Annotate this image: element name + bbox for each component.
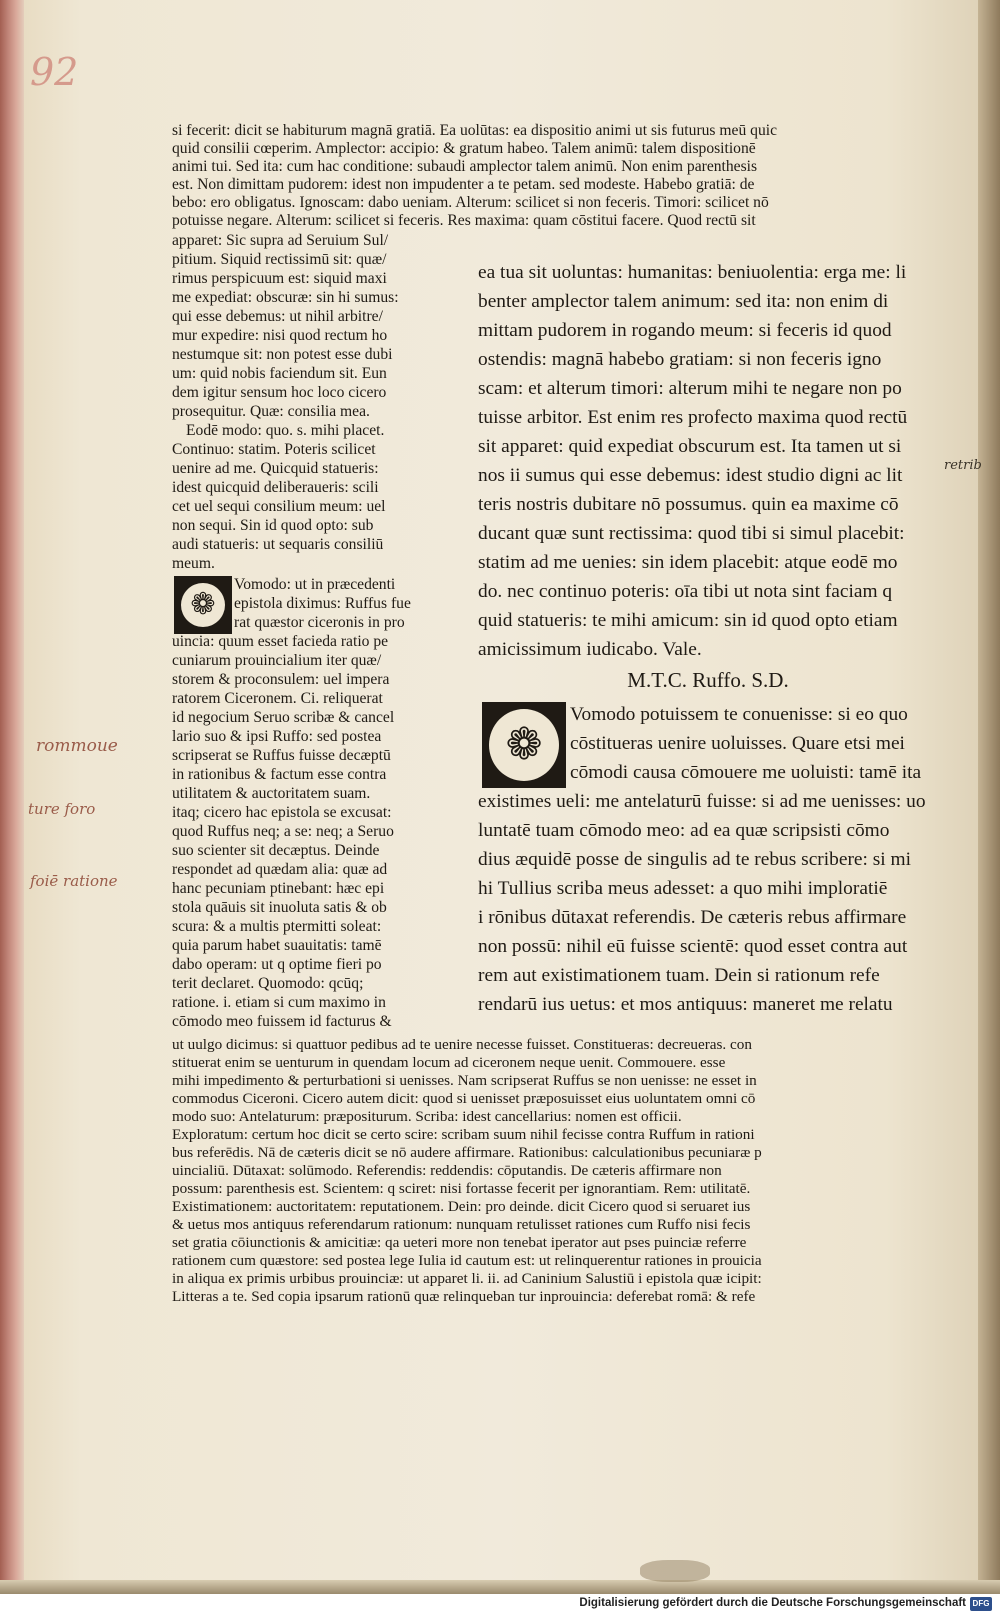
text-line: statim ad me uenies: sin idem placebit: atque eodē mo: [478, 552, 898, 573]
text-line: hi Tullius scriba meus adesset: a quo mihi imploratiē: [478, 878, 888, 899]
text-line: mittam pudorem in rogando meum: si feceris id quod: [478, 320, 892, 341]
text-line: quod Ruffus neq; a se: neq; a Seruo: [172, 823, 394, 840]
marginal-annotation: retrib: [944, 458, 982, 473]
text-line: in aliqua ex primis urbibus prouinciæ: ut apparet li. ii. ad Caninium Salustiū i epistola quæ icipit:: [172, 1270, 762, 1287]
text-line: uenire ad me. Quicquid statueris:: [172, 460, 379, 477]
page-right-edge: [978, 0, 1000, 1590]
text-line: set gratia cōiunctionis & amicitiæ: qa ueteri more non tenebat iperator aut pses puinciæ referre: [172, 1234, 747, 1251]
text-line: ea tua sit uoluntas: humanitas: beniuolentia: erga me: li: [478, 262, 907, 283]
text-line: possum: parenthesis est. Scientem: q sciret: nisi fortasse fecerit per ignorantiam. Rem: utilitatē.: [172, 1180, 751, 1197]
text-line: um: quid nobis faciendum sit. Eun: [172, 365, 387, 382]
text-line: Litteras a te. Sed copia ipsarum rationū quæ relinqueban tur inprouincia: deferebat romā: & refe: [172, 1288, 756, 1305]
text-line: dius æquidē posse de singulis ad te rebus scribere: si mi: [478, 849, 911, 870]
text-line: suo scienter sit decæptus. Deinde: [172, 842, 380, 859]
text-line: Existimationem: auctoritatem: reputationem. Dein: pro deinde. dicit Cicero quod si seruaret ius: [172, 1198, 751, 1215]
text-line: lario suo & ipsi Ruffo: sed postea: [172, 728, 382, 745]
text-line: bebo: ero obligatus. Ignoscam: dabo ueniam. Alterum: scilicet si non feceris. Timori: scilicet nō: [172, 194, 769, 211]
paper-stain: [640, 1560, 710, 1582]
text-line: Eodē modo: quo. s. mihi placet.: [186, 422, 385, 439]
text-line: storem & proconsulem: uel impera: [172, 671, 390, 688]
decorated-initial-q-right: [482, 702, 566, 788]
text-line: Continuo: statim. Poteris scilicet: [172, 441, 376, 458]
text-line: benter amplector talem animum: sed ita: non enim di: [478, 291, 889, 312]
text-line: quid statueris: te mihi amicum: sin id quod opto etiam: [478, 610, 898, 631]
text-line: ratione. i. etiam si cum maximo in: [172, 994, 386, 1011]
text-line: animi tui. Sed ita: cum hac conditione: subaudi amplector talem animū. Non enim parenthesis: [172, 158, 758, 175]
text-line: si fecerit: dicit se habiturum magnā gratiā. Ea uolūtas: ea dispositio animi ut sis futurus meū quic: [172, 122, 777, 139]
text-line: amicissimum iudicabo. Vale.: [478, 639, 702, 660]
text-line: cet uel sequi consilium meum: uel: [172, 498, 386, 515]
text-line: i rōnibus dūtaxat referendis. De cæteris rebus affirmare: [478, 907, 907, 928]
text-line: utilitatem & auctoritatem suam.: [172, 785, 371, 802]
text-line: est. Non dimittam pudorem: idest non impudenter a te petam. sed modeste. Habebo gratiā: de: [172, 176, 755, 193]
decorated-initial-q-left: [174, 576, 232, 634]
text-line: rimus perspicuum est: siquid maxi: [172, 270, 387, 287]
marginal-annotation: foiē ratione: [30, 872, 118, 890]
text-line: in rationibus & factum esse contra: [172, 766, 387, 783]
text-line: rem aut existimationem tuam. Dein si rationum refe: [478, 965, 880, 986]
text-line: me expediat: obscuræ: sin hi sumus:: [172, 289, 399, 306]
text-line: Vomodo: ut in præcedenti: [234, 576, 396, 593]
text-line: ostendis: magnā habebo gratiam: si non feceris igno: [478, 349, 882, 370]
text-line: mihi impedimento & perturbationi si uenisses. Nam scripserat Ruffus se non uenisse: ne esset in: [172, 1072, 757, 1089]
text-line: cōmodo meo fuissem id facturus &: [172, 1013, 392, 1030]
text-line: ducant quæ sunt rectissima: quod tibi si simul placebit:: [478, 523, 905, 544]
text-line: commodus Ciceroni. Cicero autem dicit: quod si uenisset præposuisset eius uoluntatem omni cō: [172, 1090, 756, 1107]
text-line: do. nec continuo poteris: oīa tibi ut nota sint faciam q: [478, 581, 893, 602]
text-line: terit declaret. Quomodo: qcūq;: [172, 975, 364, 992]
marginal-annotation: ture foro: [28, 800, 96, 818]
text-line: potuisse negare. Alterum: scilicet si feceris. Res maxima: quam cōstitui facere. Quod rectū sit: [172, 212, 756, 229]
footer-credit: Digitalisierung gefördert durch die Deutsche Forschungsgemeinschaft: [579, 1597, 966, 1609]
text-line: qui esse debemus: ut nihil arbitre/: [172, 308, 383, 325]
text-line: teris nostris dubitare nō possumus. quin ea maxime cō: [478, 494, 899, 515]
text-line: dem igitur sensum hoc loco cicero: [172, 384, 387, 401]
text-line: cuniarum prouincialium iter quæ/: [172, 652, 382, 669]
text-line: ut uulgo dicimus: si quattuor pedibus ad te uenire necesse fuisset. Constitueras: decreueras. con: [172, 1036, 752, 1053]
text-line: epistola diximus: Ruffus fue: [234, 595, 411, 612]
text-line: apparet: Sic supra ad Seruium Sul/: [172, 232, 389, 249]
text-line: scripserat se Ruffus fuisse decæptū: [172, 747, 391, 764]
text-line: mur expedire: nisi quod rectum ho: [172, 327, 388, 344]
text-line: & uetus mos antiquus referendarum rationum: nunquam retulisset rationes cum Ruffo nisi fecis: [172, 1216, 751, 1233]
text-line: Exploratum: certum hoc dicit se certo scire: scribam suum nihil fecisse contra Ruffum in rationi: [172, 1126, 755, 1143]
rosette-ornament-icon: ❁: [190, 588, 216, 621]
text-line: bus referēdis. Nā de cæteris dicit se nō audere affirmare. Rationibus: calculationibus pecuniaræ p: [172, 1144, 762, 1161]
letter-heading: M.T.C. Ruffo. S.D.: [627, 668, 789, 692]
text-line: quid consilii cœperim. Amplector: accipio: & gratum habeo. Talem animū: talem dispositionē: [172, 140, 756, 157]
book-spine-edge: [0, 0, 26, 1615]
rosette-ornament-icon: ❁: [505, 720, 543, 769]
text-line: respondet ad quædam alia: quæ ad: [172, 861, 388, 878]
text-line: nos ii sumus qui esse debemus: idest studio digni ac lit: [478, 465, 903, 486]
marginal-annotation: rommoue: [36, 736, 118, 756]
text-line: tuisse arbitor. Est enim res profecto maxima quod rectū: [478, 407, 908, 428]
text-line: modo suo: Antelaturum: præpositurum. Scriba: idest cancellarius: nomen est officii.: [172, 1108, 682, 1125]
text-line: idest quicquid deliberaueris: scili: [172, 479, 379, 496]
text-line: cōmodi causa cōmouere me uoluisti: tamē ita: [570, 762, 922, 783]
text-line: itaq; cicero hac epistola se excusat:: [172, 804, 392, 821]
text-line: uincialiū. Dūtaxat: solūmodo. Referendis: reddendis: cōputandis. De cæteris affirmare non: [172, 1162, 722, 1179]
text-line: rendarū ius uetus: et mos antiquus: maneret me relatu: [478, 994, 893, 1015]
digitization-footer: [0, 1594, 1000, 1615]
text-line: rat quæstor ciceronis in pro: [234, 614, 405, 631]
text-line: audi statueris: ut sequaris consiliū: [172, 536, 384, 553]
text-line: id negocium Seruo scribæ & cancel: [172, 709, 395, 726]
text-line: luntatē tuam cōmodo meo: ad ea quæ scripsisti cōmo: [478, 820, 890, 841]
text-line: rationem cum quæstore: sed postea lege Iulia id cautum est: ut relinquerentur rationes in prouicia: [172, 1252, 762, 1269]
text-line: prosequitur. Quæ: consilia mea.: [172, 403, 370, 420]
page-bottom-edge: [0, 1580, 1000, 1594]
text-line: Vomodo potuissem te conuenisse: si eo quo: [570, 704, 908, 725]
text-line: nestumque sit: non potest esse dubi: [172, 346, 393, 363]
folio-number: 92: [30, 50, 79, 94]
text-line: quia parum habet suauitatis: tamē: [172, 937, 382, 954]
text-line: ratorem Ciceronem. Ci. reliquerat: [172, 690, 383, 707]
text-line: cōstitueras uenire uoluisses. Quare etsi mei: [570, 733, 905, 754]
text-line: uincia: quum esset facieda ratio pe: [172, 633, 389, 650]
text-line: meum.: [172, 555, 215, 572]
text-line: stituerat enim se uenturum in quendam locum ad ciceronem neque uenit. Commouere. esse: [172, 1054, 726, 1071]
text-line: dabo operam: ut q optime fieri po: [172, 956, 382, 973]
text-line: scam: et alterum timori: alterum mihi te negare non po: [478, 378, 902, 399]
text-line: hanc pecuniam ptinebant: hæc epi: [172, 880, 385, 897]
text-line: non sequi. Sin id quod opto: sub: [172, 517, 374, 534]
text-line: sit apparet: quid expediat obscurum est. Ita tamen ut si: [478, 436, 902, 457]
dfg-logo-icon: DFG: [970, 1597, 992, 1611]
text-line: scura: & a multis ptermitti soleat:: [172, 918, 382, 935]
text-line: non possū: nihil eū fuisse scientē: quod esset contra aut: [478, 936, 908, 957]
text-line: pitium. Siquid rectissimū sit: quæ/: [172, 251, 387, 268]
text-line: existimes ueli: me antelaturū fuisse: si ad me uenisses: uo: [478, 791, 926, 812]
text-line: stola quāuis sit inuoluta satis & ob: [172, 899, 387, 916]
